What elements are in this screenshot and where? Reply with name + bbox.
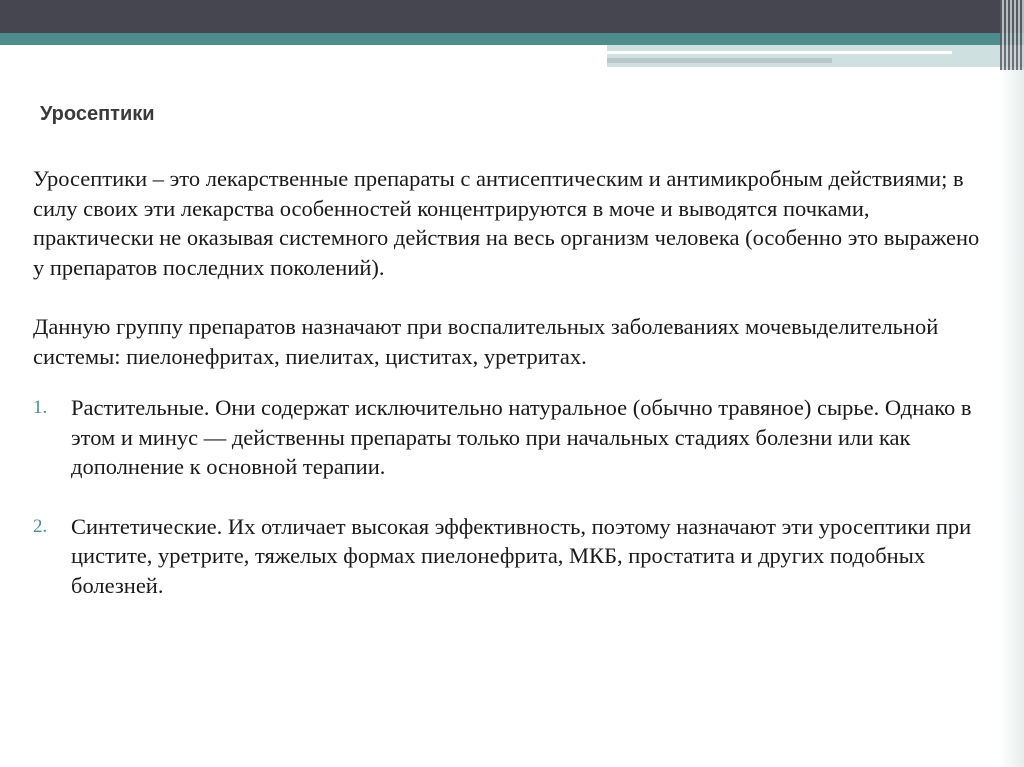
list-item: [33, 393, 983, 482]
header-light-band: [607, 45, 1024, 67]
paragraph-definition: Уросептики – это лекарственные препараты с антисептическим и антимикробным действиями; в силу своих эти лекарства особенностей концентрируются в моче и выводятся почками, практически не оказывая системного действия на весь организм человека (особенно это выражено у препаратов последних поколений).: [33, 166, 980, 280]
page-edge-decoration: [1000, 0, 1024, 70]
header-white-line: [607, 51, 952, 54]
header-gray-line: [607, 58, 832, 63]
list-item: [33, 512, 983, 601]
slide-content: [33, 164, 983, 630]
header-dark-bar: [0, 0, 1024, 33]
paragraph-indications: Данную группу препаратов назначают при воспалительных заболеваниях мочевыделительной системы: пиелонефритах, пиелитах, циститах, уретритах.: [33, 314, 939, 369]
slide-title: Уросептики: [40, 103, 155, 125]
list-item-text: Синтетические. Их отличает высокая эффективность, поэтому назначают эти уросептики при цистите, уретрите, тяжелых формах пиелонефрита, МКБ, простатита и других подобных болезней.: [71, 513, 972, 598]
list-item-text: Растительные. Они содержат исключительно натуральное (обычно травяное) сырье. Однако в этом и минус — действенны препараты только при начальных стадиях болезни или как дополнение к основной терапии.: [71, 395, 972, 479]
list-item-number: 1.: [33, 397, 48, 418]
page-edge-shadow: [1000, 70, 1024, 767]
types-list: [33, 393, 983, 600]
list-item-number: 2.: [33, 515, 48, 537]
header-teal-band: [0, 33, 1024, 45]
